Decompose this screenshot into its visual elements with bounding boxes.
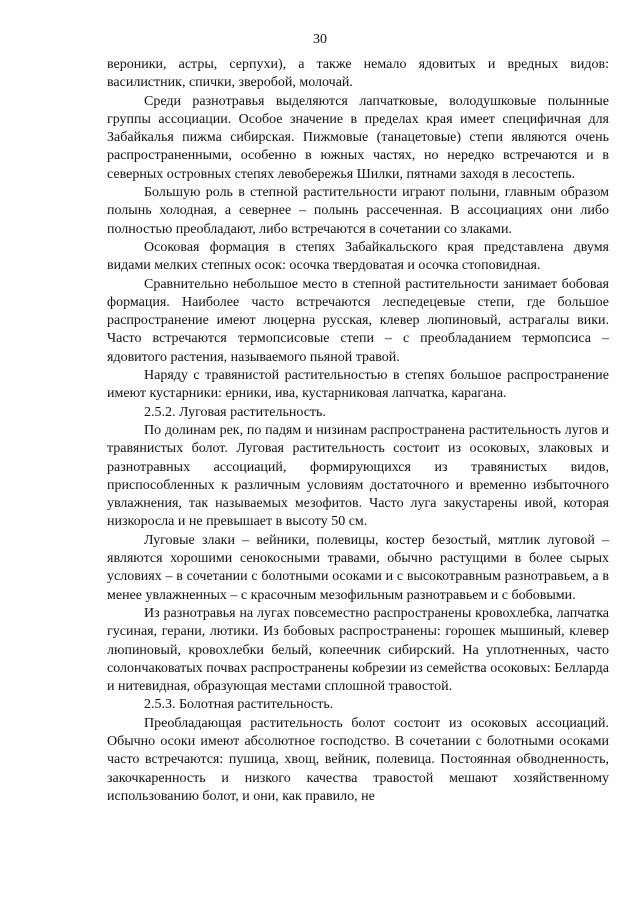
- section-heading-meadow: 2.5.2. Луговая растительность.: [144, 404, 326, 420]
- paragraph-bog: Преобладающая растительность болот состоит из осоковых ассоциаций. Обычно осоки имеют абсолютное господство. В сочетании с болотными осоками часто встречаются: пушица, хвощ, вейник, полевица. Постоянная обводненность, закочкаренность и низкого качества травостой мешают хозяйственному использованию болот, и они, как правило, не: [107, 715, 609, 804]
- paragraph-sedge: Осоковая формация в степях Забайкальского края представлена двумя видами мелких степных осок: осочка твердоватая и осочка стоповидная.: [107, 239, 609, 274]
- paragraph-meadow-forbs: Из разнотравья на лугах повсеместно распространены кровохлебка, лапчатка гусиная, герани, лютики. Из бобовых распространены: горошек мышиный, клевер люпиновый, кровохлебки белый, копеечник сибирский. На уплотненных, часто солончаковатых почвах распространены кобрезии из семейства осоковых: Белларда и нитевидная, образующая местами сплошной травостой.: [107, 605, 609, 695]
- page-number: 30: [313, 32, 327, 47]
- paragraph-continuation: вероники, астры, серпухи), а также немало ядовитых и вредных видов: василистник, спички, зверобой, молочай.: [107, 57, 609, 91]
- section-heading-bog: 2.5.3. Болотная растительность.: [144, 697, 334, 713]
- body-text: [107, 56, 609, 806]
- paragraph-legumes: Сравнительно небольшое место в степной растительности занимает бобовая формация. Наиболее часто встречаются леспедецевые степи, где большое распространение имеют люцерна русская, клевер люпиновый, астрагалы вики. Часто встречаются термопсисовые степи – с преобладанием термопсиса – ядовитого растения, называемого пьяной травой.: [107, 276, 609, 365]
- paragraph-shrubs: Наряду с травянистой растительностью в степях большое распространение имеют кустарники: ерники, ива, кустарниковая лапчатка, карагана.: [107, 368, 609, 402]
- paragraph-forbs: Среди разнотравья выделяются лапчатковые, володушковые полынные группы ассоциации. Особое значение в пределах края имеет специфичная для Забайкалья пижма сибирская. Пижмовые (танацетовые) степи являются очень распространенными, особенно в южных частях, но нередко встречаются и в северных островных степях левобережья Шилки, пятнами заходя в лесостепь.: [107, 93, 609, 182]
- paragraph-meadow-intro: По долинам рек, по падям и низинам распространена растительность лугов и травянистых болот. Луговая растительность состоит из осоковых, злаковых и разнотравных ассоциаций, формирующихся из травянистых видов, приспособленных к различным условиям достаточного и временно избыточного увлажнения, так называемых мезофитов. Часто луга закустарены ивой, которая низкоросла и не превышает в высоту 50 см.: [107, 422, 609, 530]
- paragraph-wormwood: Большую роль в степной растительности играют полыни, главным образом полынь холодная, а севернее – полынь рассеченная. В ассоциациях они либо полностью преобладают, либо встречаются в сочетании со злаками.: [107, 185, 609, 237]
- paragraph-meadow-grasses: Луговые злаки – вейники, полевицы, костер безостый, мятлик луговой – являются хорошими сенокосными травами, обычно растущими в более сырых условиях – в сочетании с болотными осоками и с высокотравным разнотравьем, а в менее увлажненных – с красочным мезофильным разнотравьем и с бобовыми.: [107, 532, 609, 603]
